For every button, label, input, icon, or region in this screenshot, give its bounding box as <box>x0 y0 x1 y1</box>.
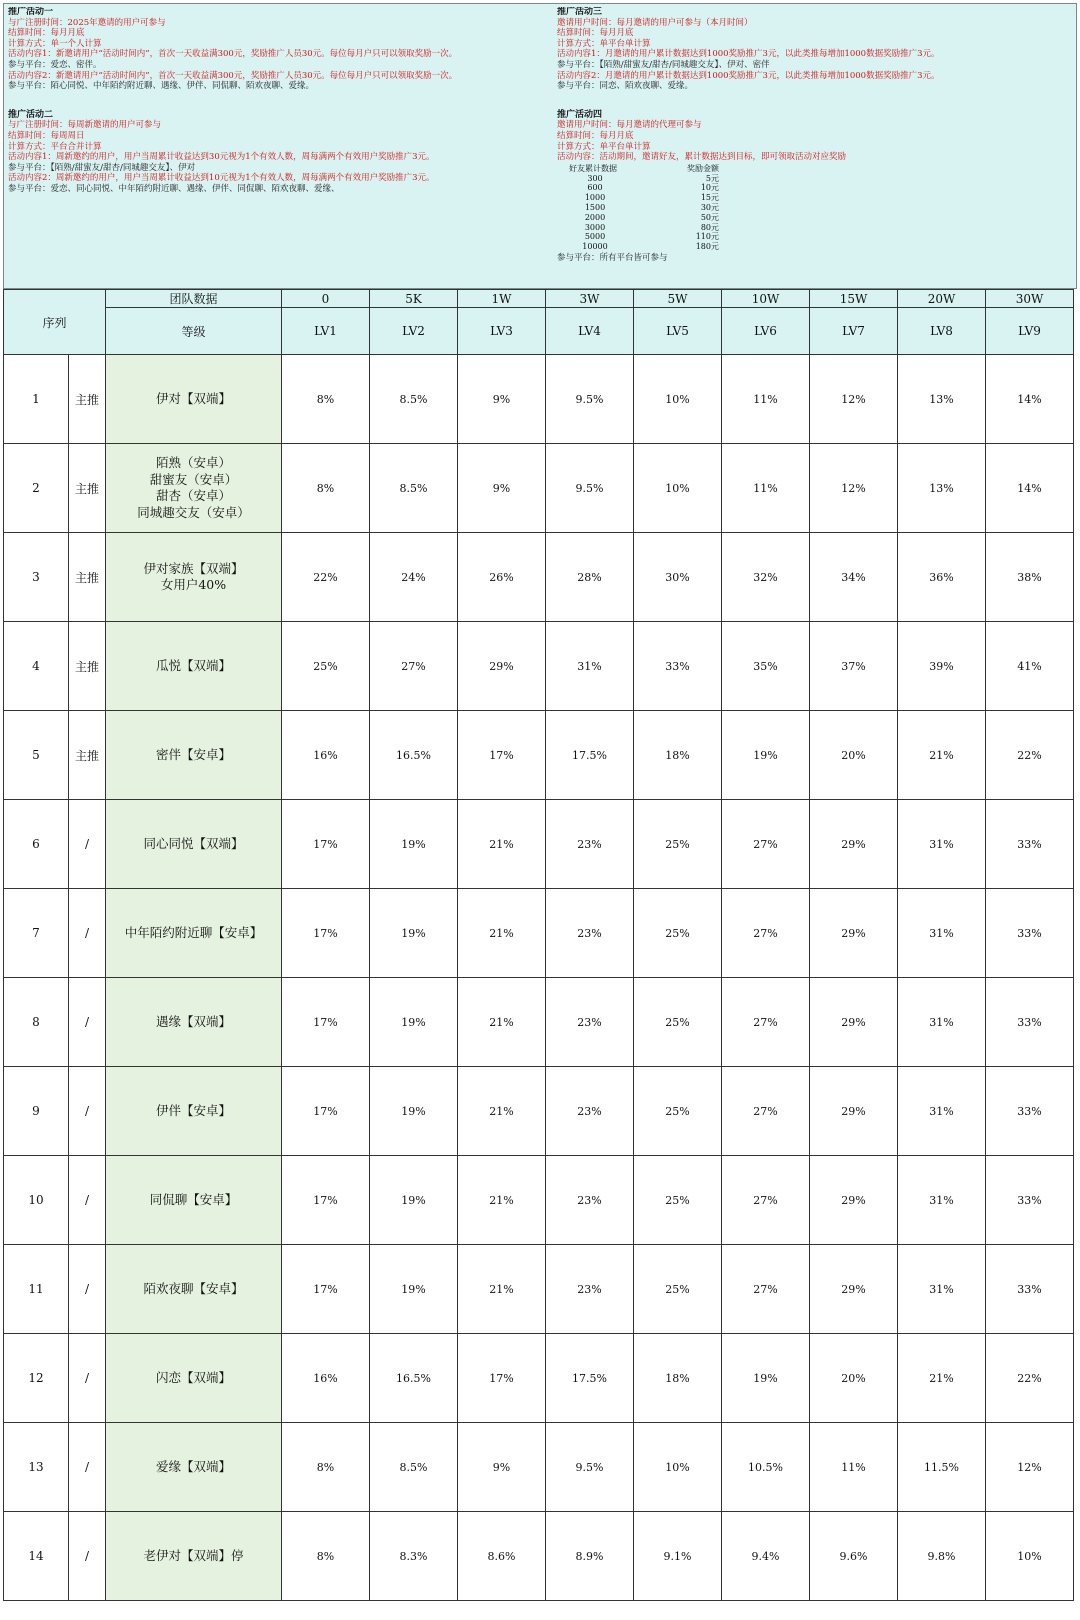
rate-cell: 21% <box>458 889 546 978</box>
rate-cell: 21% <box>458 800 546 889</box>
tier-data-value: 300 <box>587 173 603 183</box>
rate-cell: 36% <box>898 533 986 622</box>
level-cell: LV9 <box>986 308 1074 355</box>
promotion-line: 参与平台：同恋、陌欢夜聊、爱缘。 <box>557 81 694 92</box>
rate-cell: 10% <box>634 355 722 444</box>
tag-cell: 主推 <box>69 622 106 711</box>
rate-cell: 31% <box>898 889 986 978</box>
promotion-line: 活动内容1：周新邀约的用户，用户当周累计收益达到30元视为1个有效人数，周每满两个有效用户奖励推广3元。 <box>8 152 435 163</box>
seq-header: 序列 <box>4 290 106 355</box>
rate-cell: 19% <box>370 1067 458 1156</box>
promotion-line: 结算时间：每月月底 <box>8 28 85 39</box>
rate-cell: 9.8% <box>898 1512 986 1601</box>
rate-cell: 29% <box>458 622 546 711</box>
tag-cell: / <box>69 800 106 889</box>
rate-cell: 12% <box>986 1423 1074 1512</box>
platform-name-cell <box>106 622 282 711</box>
promotion-line: 活动内容：活动期间，邀请好友，累计数据达到目标，即可领取活动对应奖励 <box>557 152 847 163</box>
tag-cell: 主推 <box>69 533 106 622</box>
tier-data-value: 1000 <box>584 193 606 203</box>
table-row <box>4 978 1074 1067</box>
threshold-cell: 10W <box>722 290 810 308</box>
rate-cell: 8.9% <box>546 1512 634 1601</box>
rate-cell: 21% <box>898 1334 986 1423</box>
threshold-cell: 30W <box>986 290 1074 308</box>
rate-cell: 25% <box>634 978 722 1067</box>
promotion-line: 与广注册时间：2025年邀请的用户可参与 <box>8 17 166 28</box>
table-row <box>4 444 1074 533</box>
tier-reward-value: 180元 <box>695 242 719 252</box>
promotion-notes-right <box>557 7 1072 281</box>
rate-cell: 17% <box>282 1067 370 1156</box>
platform-name-cell <box>106 533 282 622</box>
level-label: 等级 <box>106 308 282 355</box>
rate-cell: 39% <box>898 622 986 711</box>
rate-cell: 25% <box>282 622 370 711</box>
promotion-line: 参与平台：【陌熟/甜蜜友/甜杏/同城趣交友】、伊对、密伴 <box>557 59 770 70</box>
reward-tier-row <box>569 232 719 242</box>
seq-cell: 1 <box>4 355 69 444</box>
rate-cell: 17.5% <box>546 711 634 800</box>
tier-data-value: 3000 <box>584 222 606 232</box>
rate-cell: 33% <box>986 889 1074 978</box>
rate-cell: 17% <box>282 889 370 978</box>
level-cell: LV7 <box>810 308 898 355</box>
platform-name-line: 同侃聊【安卓】 <box>149 1191 238 1207</box>
rate-cell: 33% <box>986 1156 1074 1245</box>
rate-cell: 20% <box>810 1334 898 1423</box>
level-cell: LV8 <box>898 308 986 355</box>
platform-name-line: 同城趣交友（安卓） <box>137 504 250 520</box>
rate-cell: 33% <box>986 1067 1074 1156</box>
rate-cell: 18% <box>634 1334 722 1423</box>
rate-cell: 10% <box>986 1512 1074 1601</box>
promotion-block <box>557 110 1072 264</box>
seq-cell: 2 <box>4 444 69 533</box>
promotion-line: 计算方式：单一个人计算 <box>8 38 102 49</box>
seq-cell: 8 <box>4 978 69 1067</box>
rate-cell: 29% <box>810 1245 898 1334</box>
promotion-line: 计算方式：单平台单计算 <box>557 38 651 49</box>
table-row <box>4 1067 1074 1156</box>
platform-name-line: 陌熟（安卓） <box>155 455 231 470</box>
rate-cell: 31% <box>898 1245 986 1334</box>
promotion-line: 与广注册时间：每周新邀请的用户可参与 <box>8 120 162 131</box>
platform-name-line: 爱缘【双端】 <box>155 1458 231 1474</box>
commission-rate-table <box>3 289 1074 1601</box>
rate-cell: 31% <box>898 1156 986 1245</box>
rate-cell: 21% <box>458 1067 546 1156</box>
rate-cell: 33% <box>986 800 1074 889</box>
promotion-line: 计算方式：平台合并计算 <box>8 141 102 152</box>
rate-cell: 25% <box>634 1156 722 1245</box>
rate-cell: 19% <box>370 1245 458 1334</box>
seq-cell: 4 <box>4 622 69 711</box>
tag-cell: / <box>69 889 106 978</box>
rate-cell: 16.5% <box>370 1334 458 1423</box>
seq-cell: 3 <box>4 533 69 622</box>
team-data-label: 团队数据 <box>106 290 282 308</box>
rate-cell: 21% <box>458 1245 546 1334</box>
rate-cell: 19% <box>370 800 458 889</box>
rate-cell: 11% <box>810 1423 898 1512</box>
rate-cell: 12% <box>810 355 898 444</box>
promotion-line: 结算时间：每月月底 <box>557 130 634 141</box>
platform-name-cell <box>106 1334 282 1423</box>
rate-cell: 22% <box>986 711 1074 800</box>
table-row <box>4 533 1074 622</box>
tier-reward-value: 30元 <box>700 202 719 212</box>
tag-cell: / <box>69 1156 106 1245</box>
reward-tier-row <box>569 213 719 223</box>
rate-cell: 20% <box>810 711 898 800</box>
threshold-cell: 15W <box>810 290 898 308</box>
rate-cell: 23% <box>546 1156 634 1245</box>
rate-cell: 10% <box>634 444 722 533</box>
rate-cell: 13% <box>898 444 986 533</box>
table-row <box>4 1423 1074 1512</box>
rate-cell: 8% <box>282 355 370 444</box>
platform-name-line: 伊对【双端】 <box>155 390 231 406</box>
tier-data-value: 10000 <box>582 242 608 252</box>
rate-cell: 19% <box>370 1156 458 1245</box>
tier-data-value: 600 <box>587 183 603 193</box>
platform-name-cell <box>106 1423 282 1512</box>
table-row <box>4 622 1074 711</box>
rate-cell: 8.6% <box>458 1512 546 1601</box>
table-row <box>4 1245 1074 1334</box>
tier-reward-value: 5元 <box>705 173 719 183</box>
promotion-line: 邀请用户时间：每月邀请的用户可参与（本月时间） <box>557 17 753 28</box>
seq-cell: 6 <box>4 800 69 889</box>
platform-name-cell <box>106 1512 282 1601</box>
rate-cell: 18% <box>634 711 722 800</box>
rate-cell: 29% <box>810 800 898 889</box>
rate-cell: 9% <box>458 355 546 444</box>
rate-cell: 10% <box>634 1423 722 1512</box>
tier-data-value: 2000 <box>584 212 606 222</box>
level-cell: LV2 <box>370 308 458 355</box>
rate-cell: 24% <box>370 533 458 622</box>
tag-cell: / <box>69 1512 106 1601</box>
seq-cell: 7 <box>4 889 69 978</box>
promotion-title: 推广活动四 <box>557 109 603 120</box>
rate-cell: 31% <box>546 622 634 711</box>
seq-cell: 9 <box>4 1067 69 1156</box>
platform-name-cell <box>106 444 282 533</box>
tag-cell: / <box>69 1423 106 1512</box>
rate-cell: 23% <box>546 978 634 1067</box>
platform-name-cell <box>106 355 282 444</box>
threshold-cell: 5W <box>634 290 722 308</box>
level-cell: LV1 <box>282 308 370 355</box>
rate-cell: 14% <box>986 355 1074 444</box>
rate-cell: 9.5% <box>546 1423 634 1512</box>
rate-cell: 27% <box>722 800 810 889</box>
table-row <box>4 1334 1074 1423</box>
promotion-block <box>8 7 548 92</box>
tier-reward-value: 10元 <box>700 183 719 193</box>
table-row <box>4 800 1074 889</box>
platform-name-cell <box>106 711 282 800</box>
seq-cell: 12 <box>4 1334 69 1423</box>
tag-cell: / <box>69 1067 106 1156</box>
table-row <box>4 889 1074 978</box>
platform-name-cell <box>106 978 282 1067</box>
rate-cell: 10.5% <box>722 1423 810 1512</box>
tag-cell: / <box>69 978 106 1067</box>
seq-cell: 14 <box>4 1512 69 1601</box>
table-row <box>4 355 1074 444</box>
platform-name-cell <box>106 1245 282 1334</box>
promotion-line: 邀请用户时间：每月邀请的代理可参与 <box>557 120 702 131</box>
rate-cell: 11% <box>722 444 810 533</box>
promotion-line: 计算方式：单平台单计算 <box>557 141 651 152</box>
rate-cell: 33% <box>986 978 1074 1067</box>
rate-cell: 17% <box>458 1334 546 1423</box>
tag-cell: 主推 <box>69 444 106 533</box>
rate-cell: 9% <box>458 444 546 533</box>
promotion-notes-left <box>8 7 548 213</box>
rate-cell: 8.5% <box>370 355 458 444</box>
promotion-title: 推广活动三 <box>557 7 603 17</box>
rate-cell: 25% <box>634 800 722 889</box>
platform-name-line: 甜杏（安卓） <box>155 488 231 503</box>
promotion-title: 推广活动二 <box>8 109 54 120</box>
rate-cell: 29% <box>810 1067 898 1156</box>
rate-cell: 34% <box>810 533 898 622</box>
tag-cell: 主推 <box>69 711 106 800</box>
rate-cell: 12% <box>810 444 898 533</box>
rate-cell: 25% <box>634 1245 722 1334</box>
rate-cell: 29% <box>810 1156 898 1245</box>
level-cell: LV4 <box>546 308 634 355</box>
rate-cell: 41% <box>986 622 1074 711</box>
promotion-line: 活动内容1：月邀请的用户累计数据达到1000奖励推广3元，以此类推每增加1000数据奖励推广3元。 <box>557 49 940 60</box>
rate-cell: 19% <box>370 889 458 978</box>
platform-name-line: 女用户40% <box>160 577 227 592</box>
promotion-line: 活动内容2：新邀请用户“活动时间内”，首次一天收益满300元，奖励推广人员30元。每位每月户只可以领取奖励一次。 <box>8 70 458 81</box>
rate-cell: 26% <box>458 533 546 622</box>
rate-cell: 13% <box>898 355 986 444</box>
platform-name-line: 密伴【安卓】 <box>155 746 231 762</box>
rate-cell: 27% <box>722 1067 810 1156</box>
rate-cell: 29% <box>810 889 898 978</box>
promotion-footer: 参与平台：所有平台皆可参与 <box>557 252 668 263</box>
seq-cell: 5 <box>4 711 69 800</box>
rate-cell: 16.5% <box>370 711 458 800</box>
table-row <box>4 1156 1074 1245</box>
rate-cell: 9.6% <box>810 1512 898 1601</box>
promotion-block <box>557 7 1072 92</box>
seq-cell: 11 <box>4 1245 69 1334</box>
rate-cell: 21% <box>458 1156 546 1245</box>
rate-cell: 21% <box>458 978 546 1067</box>
platform-name-line: 伊伴【安卓】 <box>155 1102 231 1118</box>
rate-cell: 17% <box>282 978 370 1067</box>
platform-name-line: 中年陌约附近聊【安卓】 <box>124 924 263 940</box>
rate-cell: 21% <box>898 711 986 800</box>
rate-cell: 33% <box>634 622 722 711</box>
promotion-line: 参与平台：陌心同悦、中年陌约附近聊、遇缘、伊伴、同侃聊、陌欢夜聊、爱缘。 <box>8 81 315 92</box>
rate-cell: 27% <box>722 889 810 978</box>
rate-cell: 31% <box>898 1067 986 1156</box>
platform-name-line: 老伊对【双端】停 <box>143 1547 244 1563</box>
reward-tier-row <box>569 183 719 193</box>
tag-cell: / <box>69 1334 106 1423</box>
platform-name-line: 陌欢夜聊【安卓】 <box>143 1280 244 1296</box>
platform-name-cell <box>106 800 282 889</box>
rate-cell: 23% <box>546 1067 634 1156</box>
rate-cell: 37% <box>810 622 898 711</box>
rate-cell: 16% <box>282 1334 370 1423</box>
rate-cell: 27% <box>370 622 458 711</box>
promotion-line: 活动内容1：新邀请用户“活动时间内”，首次一天收益满300元，奖励推广人员30元。每位每月户只可以领取奖励一次。 <box>8 49 458 60</box>
table-row <box>4 1512 1074 1601</box>
level-cell: LV6 <box>722 308 810 355</box>
tier-reward-value: 80元 <box>700 222 719 232</box>
rate-cell: 19% <box>370 978 458 1067</box>
rate-cell: 30% <box>634 533 722 622</box>
rate-cell: 9.5% <box>546 444 634 533</box>
platform-name-line: 甜蜜友（安卓） <box>149 471 238 487</box>
platform-name-line: 瓜悦【双端】 <box>155 657 231 673</box>
rate-cell: 9.5% <box>546 355 634 444</box>
platform-name-cell <box>106 889 282 978</box>
tier-data-value: 1500 <box>584 202 606 212</box>
rate-cell: 28% <box>546 533 634 622</box>
rate-cell: 17% <box>282 1245 370 1334</box>
rate-cell: 22% <box>282 533 370 622</box>
promotion-notes-panel <box>3 3 1077 289</box>
reward-tier-row <box>569 193 719 203</box>
tier-data-header: 好友累计数据 <box>569 163 617 173</box>
threshold-cell: 5K <box>370 290 458 308</box>
threshold-cell: 0 <box>282 290 370 308</box>
tier-reward-value: 50元 <box>700 212 719 222</box>
rate-cell: 9.4% <box>722 1512 810 1601</box>
tag-cell: / <box>69 1245 106 1334</box>
reward-tier-row <box>569 223 719 233</box>
rate-cell: 17% <box>282 1156 370 1245</box>
threshold-cell: 1W <box>458 290 546 308</box>
threshold-cell: 20W <box>898 290 986 308</box>
rate-cell: 29% <box>810 978 898 1067</box>
rate-cell: 23% <box>546 800 634 889</box>
reward-tier-row <box>569 203 719 213</box>
reward-tier-header <box>569 164 719 174</box>
seq-cell: 13 <box>4 1423 69 1512</box>
promotion-line: 结算时间：每月月底 <box>557 28 634 39</box>
rate-cell: 11.5% <box>898 1423 986 1512</box>
rate-cell: 8% <box>282 1423 370 1512</box>
level-cell: LV3 <box>458 308 546 355</box>
rate-cell: 19% <box>722 1334 810 1423</box>
rate-cell: 8.5% <box>370 444 458 533</box>
tier-reward-header: 奖励金额 <box>687 163 719 173</box>
platform-name-line: 闪恋【双端】 <box>155 1369 231 1385</box>
header-row-level <box>4 308 1074 355</box>
rate-cell: 19% <box>722 711 810 800</box>
promotion-line: 活动内容2：周新邀约的用户，用户当周累计收益达到10元视为1个有效人数，周每满两个有效用户奖励推广3元。 <box>8 173 435 184</box>
reward-tier-row <box>569 242 719 252</box>
rate-cell: 17% <box>458 711 546 800</box>
rate-cell: 8% <box>282 1512 370 1601</box>
rate-cell: 22% <box>986 1334 1074 1423</box>
threshold-cell: 3W <box>546 290 634 308</box>
reward-tier-row <box>569 174 719 184</box>
rate-cell: 27% <box>722 978 810 1067</box>
platform-name-cell <box>106 1156 282 1245</box>
promotion-title: 推广活动一 <box>8 7 54 17</box>
tier-data-value: 5000 <box>584 232 606 242</box>
rate-cell: 9% <box>458 1423 546 1512</box>
rate-cell: 38% <box>986 533 1074 622</box>
tag-cell: 主推 <box>69 355 106 444</box>
tier-reward-value: 15元 <box>700 193 719 203</box>
rate-cell: 33% <box>986 1245 1074 1334</box>
rate-cell: 23% <box>546 1245 634 1334</box>
level-cell: LV5 <box>634 308 722 355</box>
rate-cell: 8.3% <box>370 1512 458 1601</box>
rate-cell: 27% <box>722 1156 810 1245</box>
rate-cell: 8.5% <box>370 1423 458 1512</box>
rate-cell: 25% <box>634 1067 722 1156</box>
rate-cell: 17% <box>282 800 370 889</box>
rate-cell: 32% <box>722 533 810 622</box>
rate-cell: 27% <box>722 1245 810 1334</box>
header-row-team-data <box>4 290 1074 308</box>
rate-cell: 17.5% <box>546 1334 634 1423</box>
table-row <box>4 711 1074 800</box>
rate-cell: 16% <box>282 711 370 800</box>
platform-name-line: 同心同悦【双端】 <box>143 835 244 851</box>
rate-cell: 23% <box>546 889 634 978</box>
seq-cell: 10 <box>4 1156 69 1245</box>
rate-cell: 25% <box>634 889 722 978</box>
tier-reward-value: 110元 <box>695 232 719 242</box>
rate-cell: 11% <box>722 355 810 444</box>
promotion-line: 活动内容2：月邀请的用户累计数据达到1000奖励推广3元，以此类推每增加1000数据奖励推广3元。 <box>557 70 940 81</box>
promotion-line: 参与平台：【陌熟/甜蜜友/甜杏/同城趣交友】、伊对 <box>8 162 196 173</box>
rate-cell: 9.1% <box>634 1512 722 1601</box>
promotion-line: 参与平台：爱恋、同心同悦、中年陌约附近聊、遇缘、伊伴、同侃聊、陌欢夜聊、爱缘、 <box>8 183 340 194</box>
promotion-block <box>8 110 548 195</box>
platform-name-line: 遇缘【双端】 <box>155 1013 231 1029</box>
rate-cell: 8% <box>282 444 370 533</box>
reward-tier-table <box>569 164 719 252</box>
promotion-line: 参与平台：爱恋、密伴。 <box>8 59 102 70</box>
platform-name-cell <box>106 1067 282 1156</box>
rate-cell: 31% <box>898 800 986 889</box>
rate-cell: 14% <box>986 444 1074 533</box>
platform-name-line: 伊对家族【双端】 <box>143 560 244 576</box>
rate-cell: 31% <box>898 978 986 1067</box>
rate-cell: 35% <box>722 622 810 711</box>
promotion-line: 结算时间：每周周日 <box>8 130 85 141</box>
